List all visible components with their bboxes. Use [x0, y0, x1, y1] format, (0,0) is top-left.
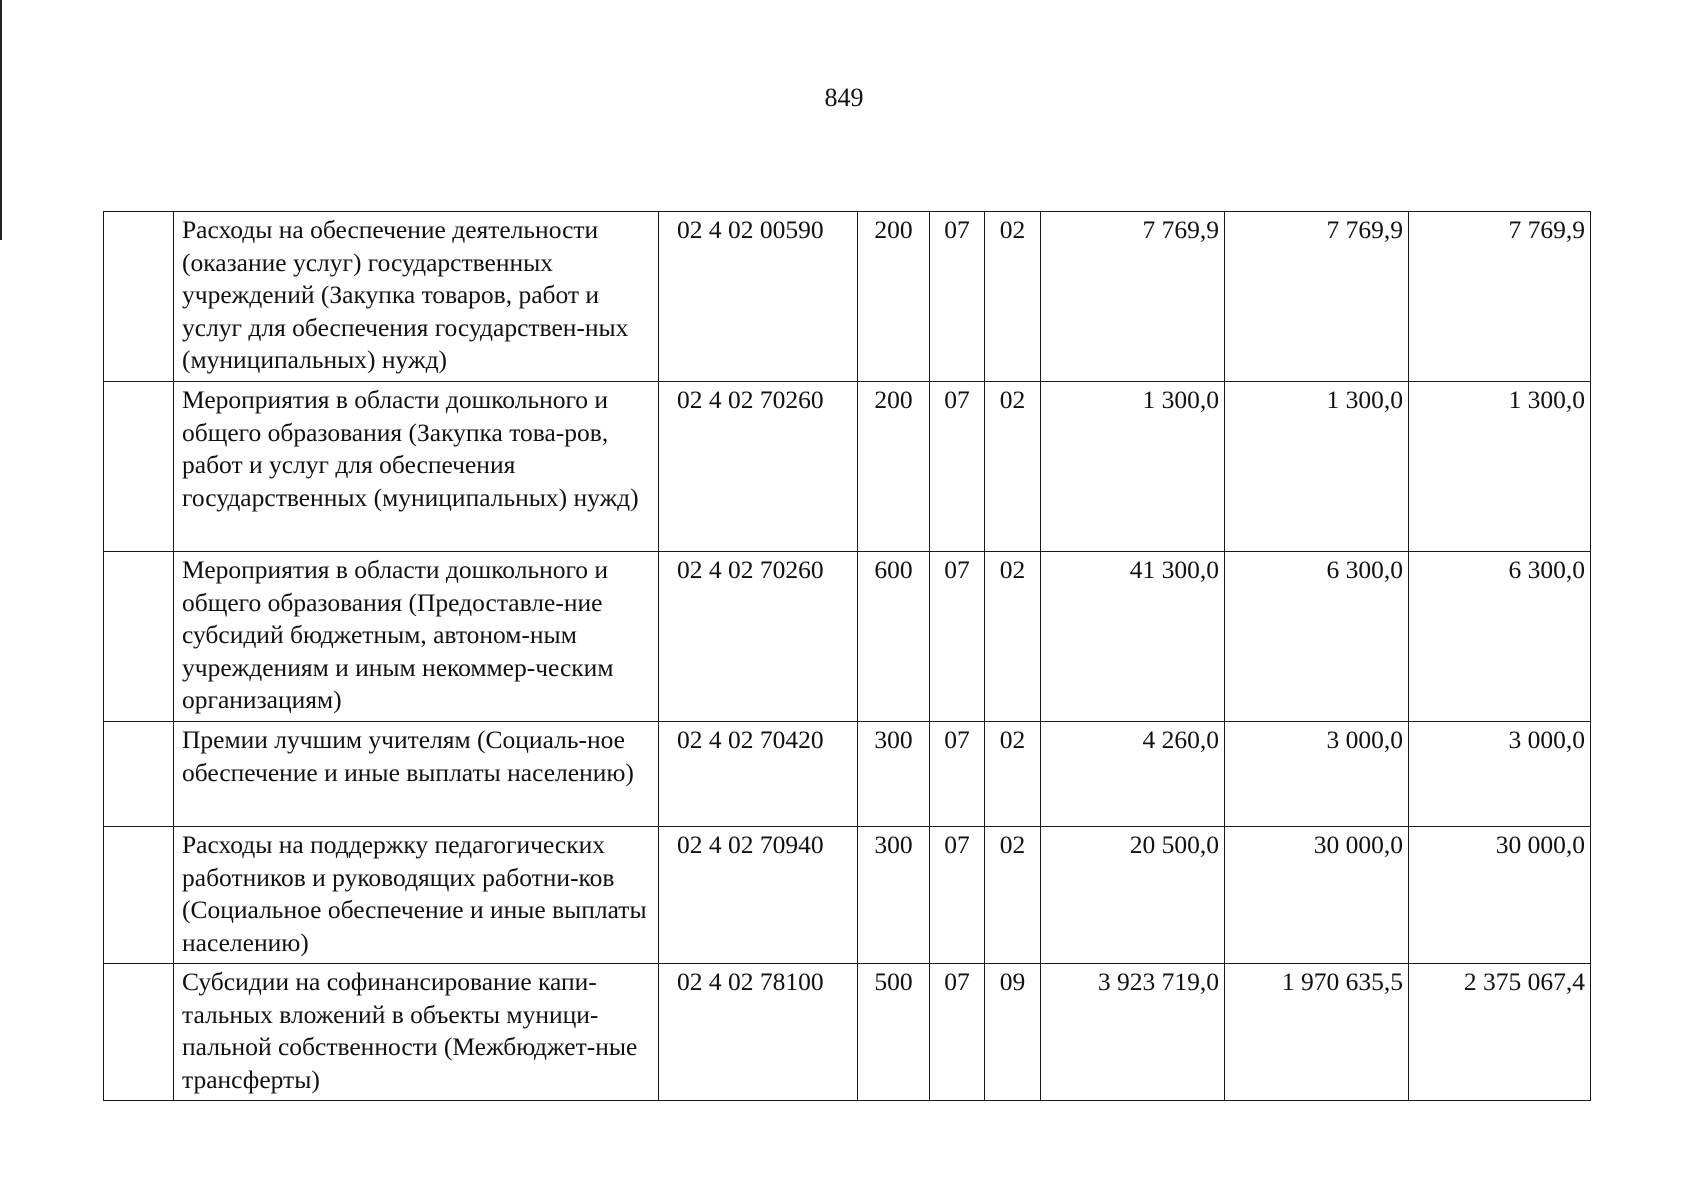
expense-type-code: 600 [858, 552, 930, 722]
expense-type-code: 200 [858, 212, 930, 382]
section-code: 07 [930, 212, 985, 382]
amount-year-1: 3 923 719,0 [1041, 964, 1225, 1101]
amount-year-1: 1 300,0 [1041, 382, 1225, 552]
table-row [104, 382, 1591, 552]
row-description: Премии лучшим учителям (Социаль-ное обеспечение и иные выплаты населению) [174, 722, 659, 827]
amount-year-1: 20 500,0 [1041, 827, 1225, 964]
row-description: Субсидии на софинансирование капи-тальных вложений в объекты муници-пальной собственности (Межбюджет-ные трансферты) [174, 964, 659, 1101]
row-number-cell [104, 722, 174, 827]
table-row [104, 722, 1591, 827]
expense-type-code: 300 [858, 722, 930, 827]
amount-year-3: 3 000,0 [1409, 722, 1591, 827]
expense-type-code: 300 [858, 827, 930, 964]
amount-year-1: 4 260,0 [1041, 722, 1225, 827]
target-article-code: 02 4 02 70260 [659, 552, 858, 722]
target-article-code: 02 4 02 00590 [659, 212, 858, 382]
section-code: 07 [930, 552, 985, 722]
section-code: 07 [930, 964, 985, 1101]
subsection-code: 02 [985, 382, 1041, 552]
target-article-code: 02 4 02 70420 [659, 722, 858, 827]
scan-edge-line [0, 0, 2, 240]
row-description: Мероприятия в области дошкольного и общего образования (Предоставле-ние субсидий бюджетным, автоном-ным учреждениям и иным некоммер-ческим организациям) [174, 552, 659, 722]
row-description: Расходы на обеспечение деятельности (оказание услуг) государственных учреждений (Закупка товаров, работ и услуг для обеспечения государствен-ных (муниципальных) нужд) [174, 212, 659, 382]
row-number-cell [104, 827, 174, 964]
target-article-code: 02 4 02 78100 [659, 964, 858, 1101]
subsection-code: 09 [985, 964, 1041, 1101]
amount-year-3: 1 300,0 [1409, 382, 1591, 552]
section-code: 07 [930, 827, 985, 964]
target-article-code: 02 4 02 70940 [659, 827, 858, 964]
amount-year-1: 41 300,0 [1041, 552, 1225, 722]
budget-table [103, 211, 1591, 1101]
table-row [104, 212, 1591, 382]
section-code: 07 [930, 382, 985, 552]
amount-year-3: 2 375 067,4 [1409, 964, 1591, 1101]
section-code: 07 [930, 722, 985, 827]
amount-year-3: 30 000,0 [1409, 827, 1591, 964]
expense-type-code: 200 [858, 382, 930, 552]
table-row [104, 827, 1591, 964]
subsection-code: 02 [985, 212, 1041, 382]
row-number-cell [104, 964, 174, 1101]
subsection-code: 02 [985, 552, 1041, 722]
target-article-code: 02 4 02 70260 [659, 382, 858, 552]
subsection-code: 02 [985, 827, 1041, 964]
amount-year-3: 6 300,0 [1409, 552, 1591, 722]
row-description: Мероприятия в области дошкольного и общего образования (Закупка това-ров, работ и услуг для обеспечения государственных (муниципальных) нужд) [174, 382, 659, 552]
amount-year-2: 30 000,0 [1225, 827, 1409, 964]
row-number-cell [104, 382, 174, 552]
row-number-cell [104, 212, 174, 382]
page-number: 849 [824, 83, 864, 112]
expense-type-code: 500 [858, 964, 930, 1101]
amount-year-2: 3 000,0 [1225, 722, 1409, 827]
amount-year-2: 6 300,0 [1225, 552, 1409, 722]
amount-year-2: 7 769,9 [1225, 212, 1409, 382]
table-row [104, 964, 1591, 1101]
row-number-cell [104, 552, 174, 722]
amount-year-1: 7 769,9 [1041, 212, 1225, 382]
amount-year-3: 7 769,9 [1409, 212, 1591, 382]
row-description: Расходы на поддержку педагогических работников и руководящих работни-ков (Социальное обеспечение и иные выплаты населению) [174, 827, 659, 964]
amount-year-2: 1 300,0 [1225, 382, 1409, 552]
amount-year-2: 1 970 635,5 [1225, 964, 1409, 1101]
table-row [104, 552, 1591, 722]
subsection-code: 02 [985, 722, 1041, 827]
